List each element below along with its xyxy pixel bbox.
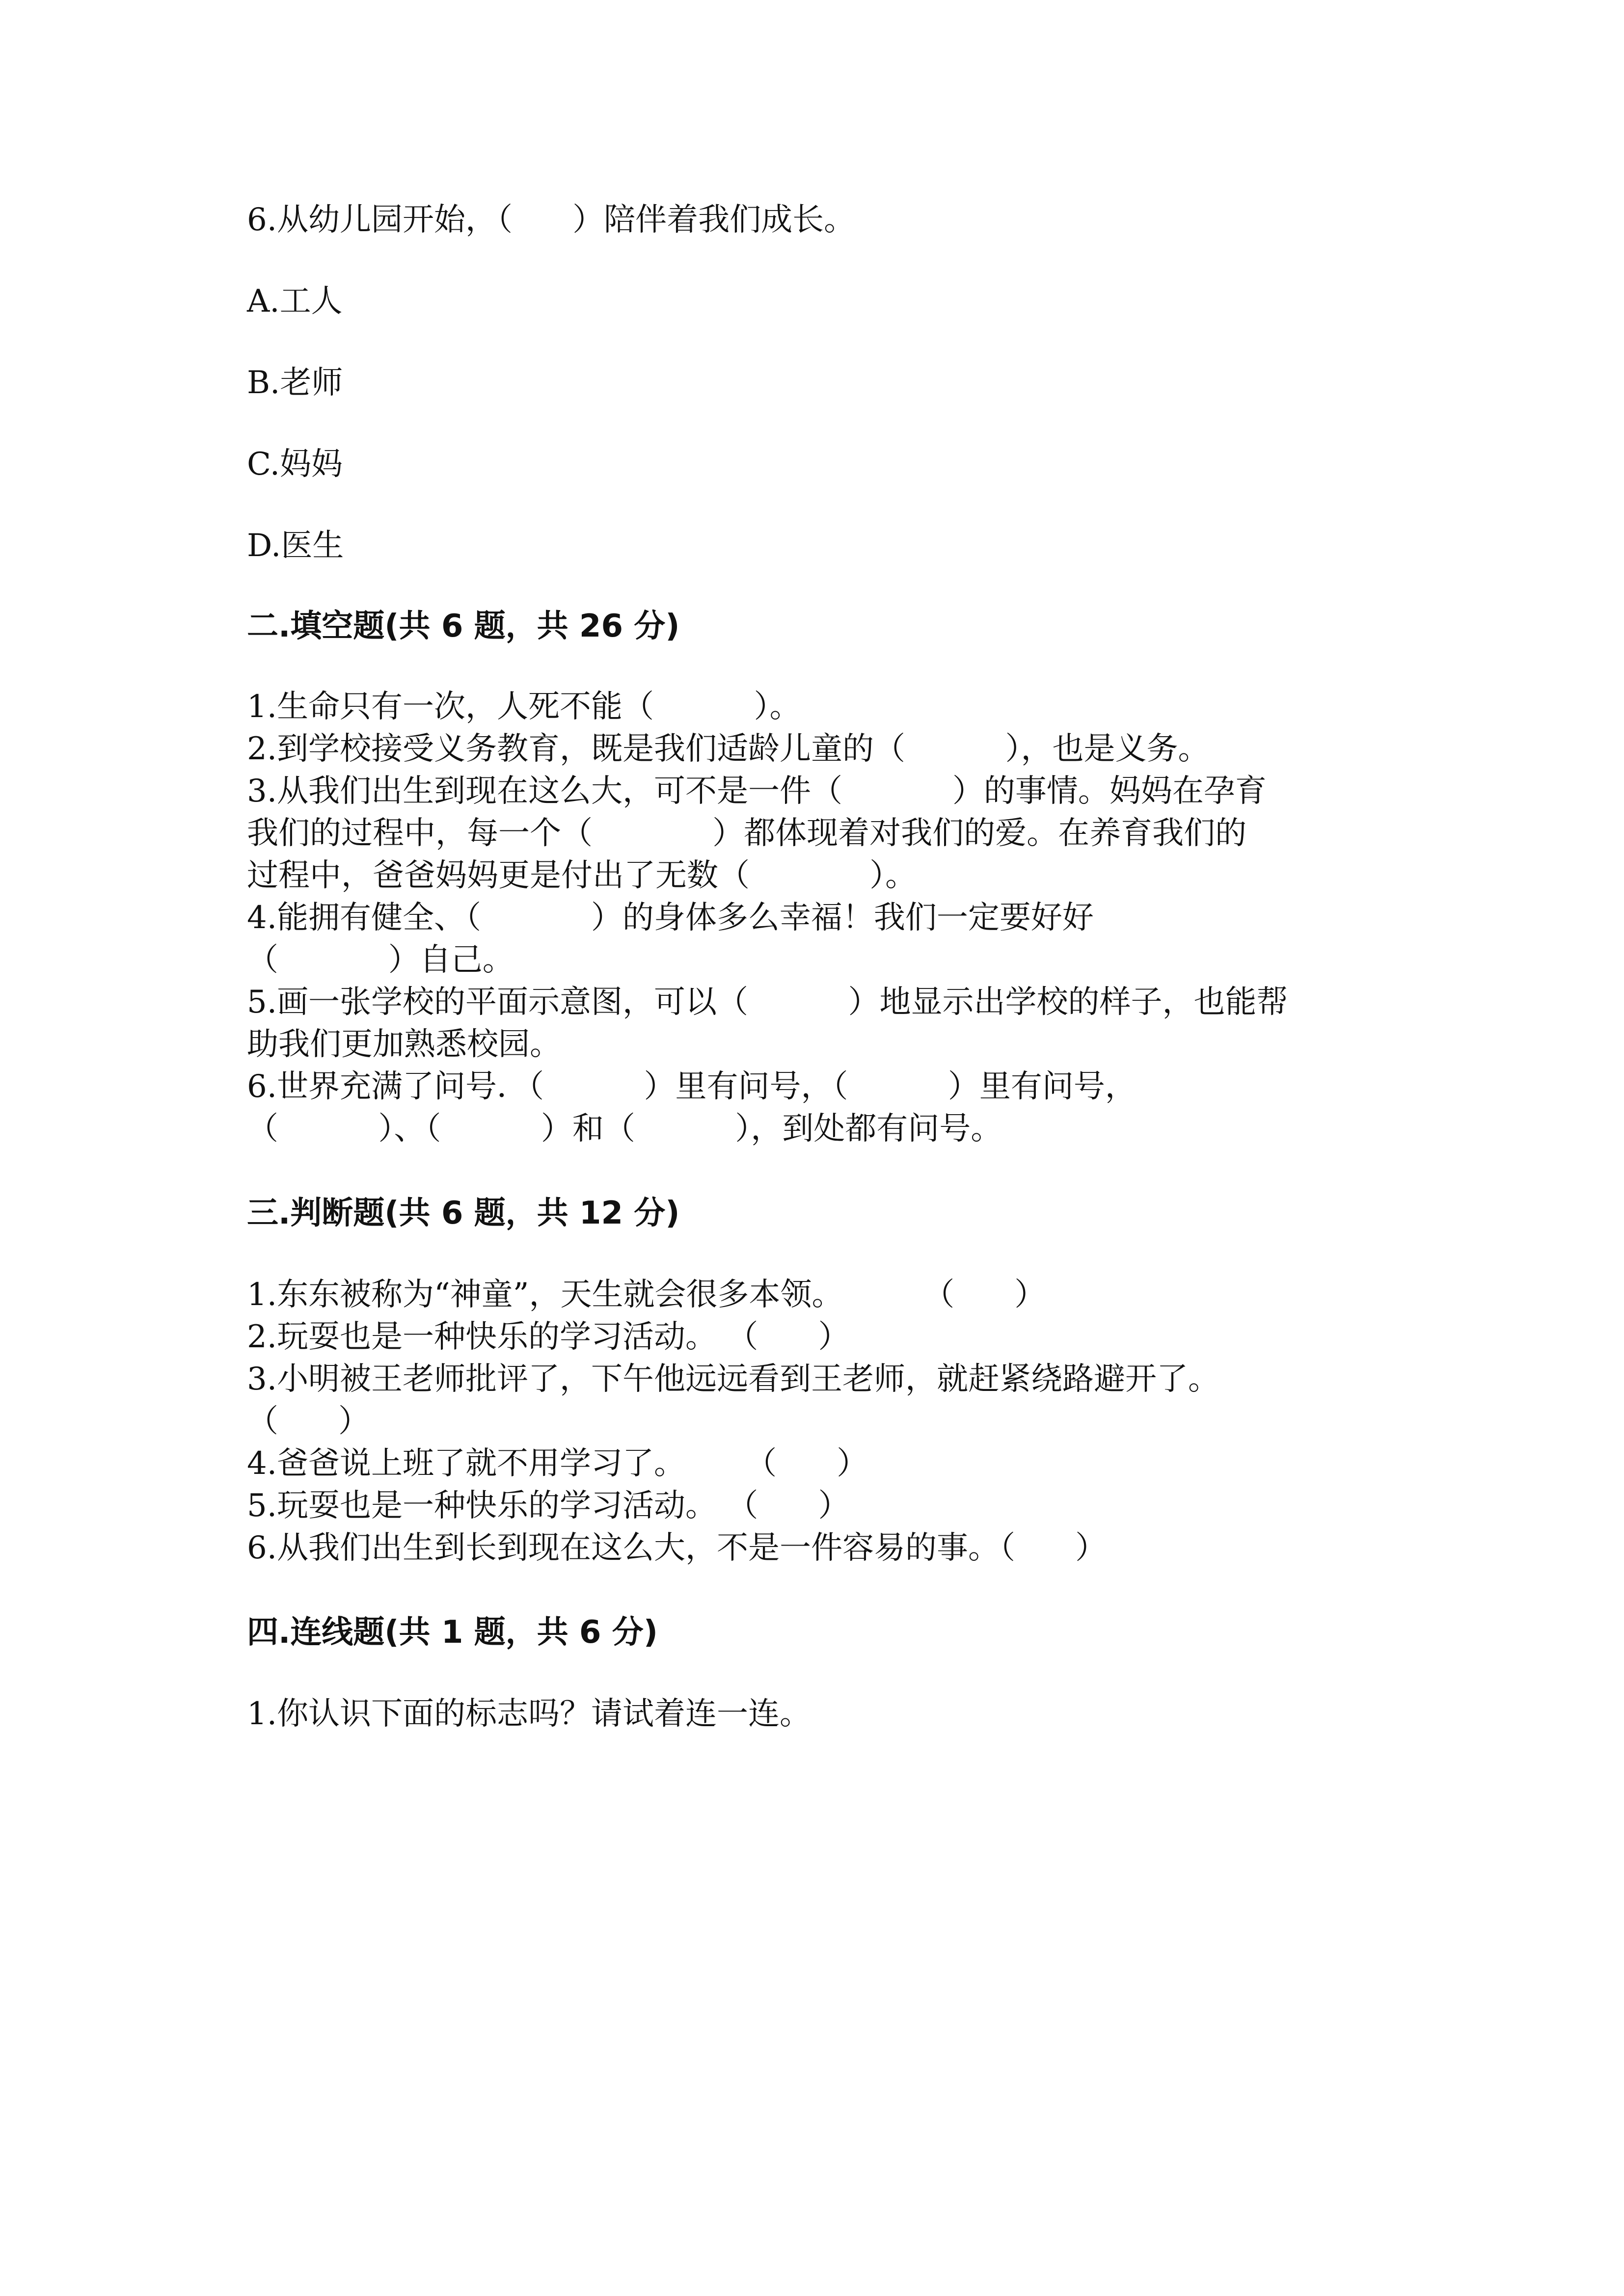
option-b: B.老师 [247,365,343,401]
fill-line: 我们的过程中，每一个（ ）都体现着对我们的爱。在养育我们的 [247,815,1247,852]
judge-line: 2.玩耍也是一种快乐的学习活动。 （ ） [247,1319,850,1355]
match-line: 1.你认识下面的标志吗？请试着连一连。 [247,1696,812,1732]
judge-line: 4.爸爸说上班了就不用学习了。 （ ） [247,1445,868,1482]
judge-line: 3.小明被王老师批评了，下午他远远看到王老师，就赶紧绕路避开了。 [247,1361,1220,1397]
option-d: D.医生 [247,528,344,564]
section-title-match: 四.连线题(共 1 题，共 6 分) [247,1614,658,1651]
judge-line: 1.东东被称为“神童”，天生就会很多本领。 （ ） [247,1277,1046,1313]
judge-line: 6.从我们出生到长到现在这么大，不是一件容易的事。（ ） [247,1530,1107,1566]
option-a: A.工人 [247,283,343,320]
section-title-judge: 三.判断题(共 6 题，共 12 分) [247,1195,680,1231]
fill-line: 助我们更加熟悉校园。 [247,1026,561,1063]
question-6: 6.从幼儿园开始，（ ）陪伴着我们成长。 [247,202,856,238]
fill-line: 5.画一张学校的平面示意图，可以（ ）地显示出学校的样子，也能帮 [247,984,1288,1020]
fill-line: 1.生命只有一次，人死不能（ ）。 [247,689,801,725]
section-title-fill: 二.填空题(共 6 题，共 26 分) [247,608,680,644]
fill-line: （ ）、（ ）和（ ），到处都有问号。 [247,1111,1002,1147]
judge-line: 5.玩耍也是一种快乐的学习活动。 （ ） [247,1488,850,1524]
fill-line: 6.世界充满了问号．（ ）里有问号，（ ）里有问号， [247,1068,1137,1105]
fill-line: 3.从我们出生到现在这么大，可不是一件（ ）的事情。妈妈在孕育 [247,773,1267,809]
option-c: C.妈妈 [247,446,343,482]
judge-line: （ ） [247,1403,370,1440]
fill-line: 2.到学校接受义务教育，既是我们适龄儿童的（ ），也是义务。 [247,731,1210,767]
fill-line: （ ）自己。 [247,942,514,978]
fill-line: 4.能拥有健全、（ ）的身体多么幸福！我们一定要好好 [247,900,1094,936]
fill-line: 过程中，爸爸妈妈更是付出了无数（ ）。 [247,857,917,894]
